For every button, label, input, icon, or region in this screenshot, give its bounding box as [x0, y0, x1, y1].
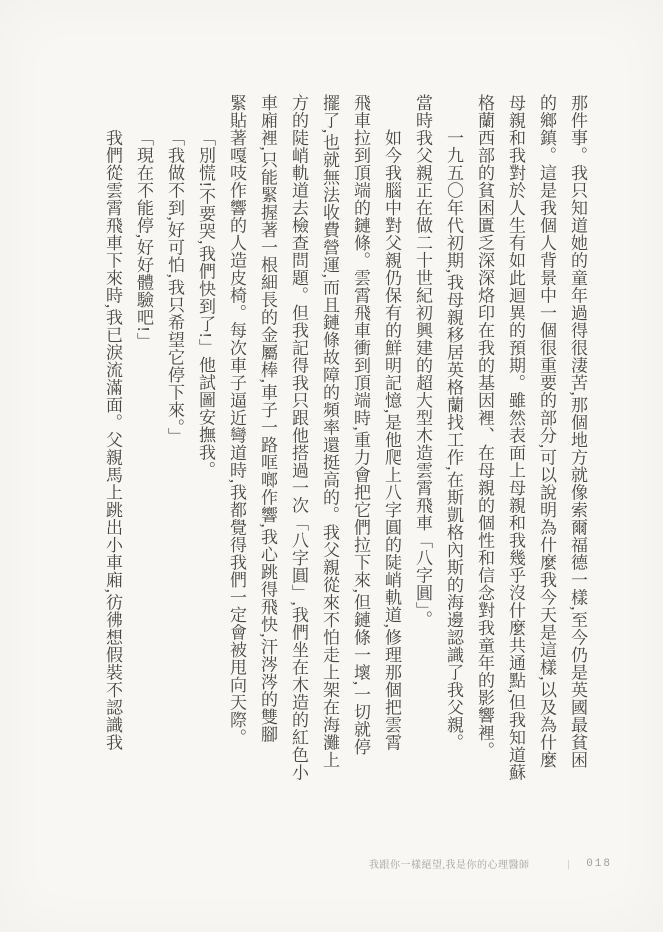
text-block [97, 94, 593, 798]
text-column: 方的陡峭軌道去檢查問題。但我記得我只跟他搭過一次「八字圓」,我們坐在木造的紅色小 [289, 94, 308, 782]
running-footer [369, 856, 612, 871]
text-column: 當時我父親正在做二十世紀初興建的超大型木造雲霄飛車「八字圓」。 [413, 94, 432, 628]
text-column: 一九五〇年代初期,我母親移居英格蘭找工作,在斯凱格內斯的海邊認識了我父親。 [444, 129, 463, 751]
page-number: 018 [586, 857, 612, 870]
text-column: 的鄉鎮。這是我個人背景中一個很重要的部分,可以說明為什麼我今天是這樣,以及為什麼 [537, 94, 556, 769]
footer-book-title: 我跟你一樣絕望,我是你的心理醫師 [368, 860, 530, 871]
text-column: 「我做不到,好可怕,我只希望它停下來。」 [165, 129, 184, 445]
footer-separator: | [567, 857, 571, 870]
text-column: 我們從雲霄飛車下來時,我已淚流滿面。父親馬上跳出小車廂,彷彿想假裝不認識我 [103, 129, 122, 751]
text-column: 格蘭西部的貧困匱乏深深烙印在我的基因裡、在母親的個性和信念對我童年的影響裡。 [475, 94, 494, 759]
text-column: 「別慌!不要哭,我們快到了!」他試圖安撫我。 [196, 129, 215, 479]
text-column: 車廂裡,只能緊握著一根細長的金屬棒,車子一路哐啷作響,我心跳得飛快,汗涔涔的雙腳 [258, 94, 277, 743]
text-column: 飛車拉到頂端的鏈條。雲霄飛車衝到頂端時,重力會把它們拉下來,但鏈條一壞,一切就停 [351, 94, 370, 756]
text-column: 那件事。我只知道她的童年過得很淒苦,那個地方就像索爾福德一樣,至今仍是英國最貧困 [568, 94, 587, 769]
text-column: 如今我腦中對父親仍保有的鮮明記憶,是他爬上八字圓的陡峭軌道,修理那個把雲霄 [382, 129, 401, 751]
text-column: 「現在不能停,好好體驗吧!」 [134, 129, 153, 350]
text-column: 緊貼著嘎吱作響的人造皮椅。每次車子逼近彎道時,我都覺得我們一定會被甩向天際。 [227, 94, 246, 747]
text-column: 母親和我對於人生有如此迴異的預期。雖然表面上母親和我幾乎沒什麼共通點,但我知道蘇 [506, 94, 525, 782]
text-column: 擺了,也就無法收費營運,而且鏈條故障的頻率還挺高的。我父親從來不怕走上架在海灘上 [320, 94, 339, 769]
